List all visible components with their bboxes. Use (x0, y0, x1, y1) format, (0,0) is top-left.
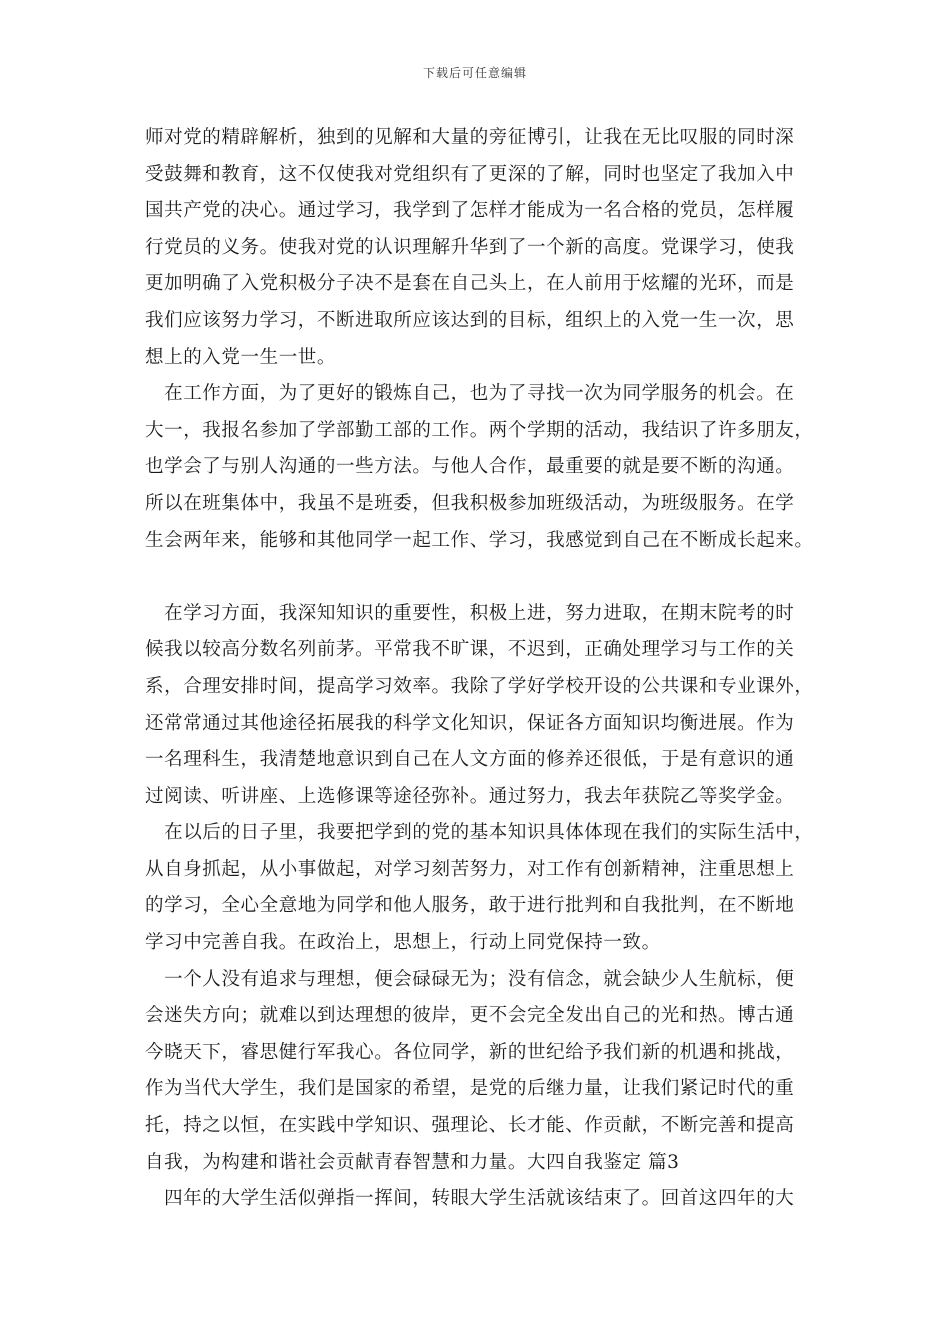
text-line: 师对党的精辟解析，独到的见解和大量的旁征博引，让我在无比叹服的同时深 (145, 127, 795, 148)
text-line: 我们应该努力学习，不断进取所应该达到的目标，组织上的入党一生一次，思 (145, 309, 795, 331)
text-line: 自我，为构建和谐社会贡献青春智慧和力量。大四自我鉴定 篇3 (145, 1151, 680, 1173)
text-line: 的学习，全心全意地为同学和他人服务，敢于进行批判和自我批判，在不断地 (145, 895, 795, 917)
text-line: 还常常通过其他途径拓展我的科学文化知识，保证各方面知识均衡进展。作为 (145, 712, 795, 734)
text-line: 所以在班集体中，我虽不是班委，但我积极参加班级活动，为班级服务。在学 (145, 492, 795, 514)
document-body (145, 120, 825, 1218)
text-line: 过阅读、听讲座、上选修课等途径弥补。通过努力，我去年获院乙等奖学金。 (145, 785, 795, 807)
text-line: 学习中完善自我。在政治上，思想上，行动上同党保持一致。 (145, 932, 661, 954)
text-line: 国共产党的决心。通过学习，我学到了怎样才能成为一名合格的党员，怎样履 (145, 200, 795, 222)
text-line: 会迷失方向；就难以到达理想的彼岸，更不会完全发出自己的光和热。博古通 (145, 1005, 795, 1027)
text-line: 在工作方面，为了更好的锻炼自己，也为了寻找一次为同学服务的机会。在 (145, 383, 795, 405)
text-line: 一名理科生，我清楚地意识到自己在人文方面的修养还很低，于是有意识的通 (145, 749, 795, 771)
text-line: 行党员的义务。使我对党的认识理解升华到了一个新的高度。党课学习，使我 (145, 236, 795, 258)
text-line: 在学习方面，我深知知识的重要性，积极上进，努力进取，在期末院考的时 (145, 602, 795, 624)
text-line: 从自身抓起，从小事做起，对学习刻苦努力，对工作有创新精神，注重思想上 (145, 858, 795, 880)
text-line: 候我以较高分数名列前茅。平常我不旷课，不迟到，正确处理学习与工作的关 (145, 639, 795, 661)
text-line: 更加明确了入党积极分子决不是套在自己头上，在人前用于炫耀的光环，而是 (145, 273, 795, 295)
blank-line (145, 559, 825, 596)
text-line: 一个人没有追求与理想，便会碌碌无为；没有信念，就会缺少人生航标，便 (145, 968, 795, 990)
text-line: 也学会了与别人沟通的一些方法。与他人合作，最重要的就是要不断的沟通。 (145, 456, 795, 478)
text-line: 想上的入党一生一世。 (145, 346, 337, 368)
text-line: 系，合理安排时间，提高学习效率。我除了学好学校开设的公共课和专业课外， (145, 675, 814, 697)
text-line: 四年的大学生活似弹指一挥间，转眼大学生活就该结束了。回首这四年的大 (145, 1188, 795, 1210)
text-line: 生会两年来，能够和其他同学一起工作、学习，我感觉到自己在不断成长起来。 (145, 529, 814, 551)
text-line: 受鼓舞和教育，这不仅使我对党组织有了更深的了解，同时也坚定了我加入中 (145, 163, 795, 185)
page-header: 下载后可任意编辑 (422, 66, 527, 80)
text-line: 托，持之以恒，在实践中学知识、强理论、长才能、作贡献，不断完善和提高 (145, 1115, 795, 1137)
text-line: 今晓天下，睿思健行军我心。各位同学，新的世纪给予我们新的机遇和挑战， (145, 1041, 795, 1063)
text-line: 在以后的日子里，我要把学到的党的基本知识具体体现在我们的实际生活中， (145, 822, 814, 844)
text-line: 作为当代大学生，我们是国家的希望，是党的后继力量，让我们紧记时代的重 (145, 1078, 795, 1100)
text-line: 大一，我报名参加了学部勤工部的工作。两个学期的活动，我结识了许多朋友， (145, 419, 814, 441)
